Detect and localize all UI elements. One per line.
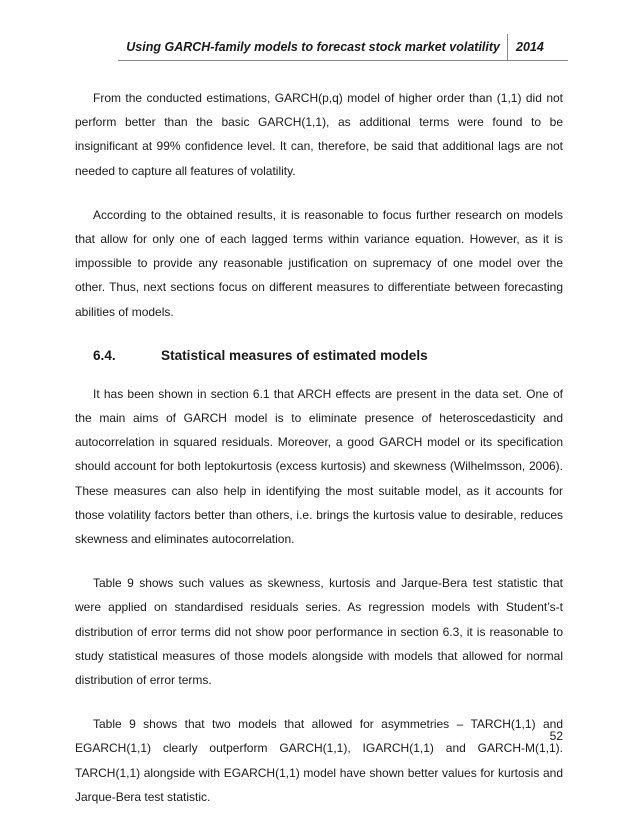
- page-number: 52: [549, 729, 563, 743]
- section-number: 6.4.: [93, 347, 116, 363]
- header-year: 2014: [516, 40, 544, 54]
- section-title: Statistical measures of estimated models: [161, 347, 428, 363]
- paragraph-arch-effects: It has been shown in section 6.1 that ARCH effects are present in the data set. One of the main aims of GARCH model is to eliminate presence of heteroscedasticity and autocorrelation in squared residuals. Moreover, a good GARCH model or its specification should account for both leptokurtosis (excess kurtosis) and skewness (Wilhelmsson, 2006). These measures can also help in identifying the most suitable model, as it accounts for those volatility factors better than others, i.e. brings the kurtosis value to desirable, reduces skewness and eliminates autocorrelation.: [75, 386, 563, 547]
- section-heading: [93, 344, 563, 368]
- paragraph-research-focus: According to the obtained results, it is reasonable to focus further research on models that allow for only one of each lagged terms within variance equation. However, as it is impossible to provide any reasonable justification on supremacy of one model over the other. Thus, next sections focus on different measures to differentiate between forecasting abilities of models.: [75, 207, 563, 319]
- header-rule: [118, 60, 568, 61]
- header-title: Using GARCH-family models to forecast stock market volatility: [126, 40, 500, 54]
- header-divider: [507, 34, 508, 60]
- paragraph-table9-asymmetries: Table 9 shows that two models that allowed for asymmetries – TARCH(1,1) and EGARCH(1,1) clearly outperform GARCH(1,1), IGARCH(1,1) and GARCH-M(1,1). TARCH(1,1) alongside with EGARCH(1,1) model have shown better values for kurtosis and Jarque-Bera test statistic.: [75, 717, 563, 804]
- paragraph-table9-values: Table 9 shows such values as skewness, kurtosis and Jarque-Bera test statistic that were applied on standardised residuals series. As regression models with Student’s-t distribution of error terms did not show poor performance in section 6.3, it is reasonable to study statistical measures of those models alongside with models that allowed for normal distribution of error terms.: [75, 576, 563, 688]
- page-body: [75, 86, 563, 829]
- page-header: [118, 34, 568, 62]
- paragraph-estimations: From the conducted estimations, GARCH(p,q) model of higher order than (1,1) did not perform better than the basic GARCH(1,1), as additional terms were found to be insignificant at 99% confidence level. It can, therefore, be said that additional lags are not needed to capture all features of volatility.: [75, 91, 563, 178]
